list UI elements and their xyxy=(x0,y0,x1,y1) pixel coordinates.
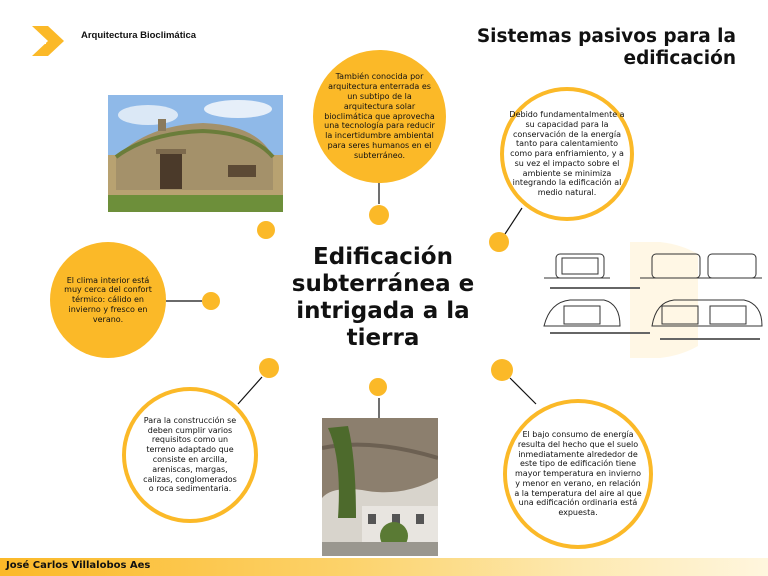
connector-dot xyxy=(259,358,279,378)
section-diagram-figure xyxy=(540,242,768,358)
page-title: Sistemas pasivos para la edificación xyxy=(476,26,736,69)
definition-node xyxy=(313,50,446,183)
connector-dot xyxy=(257,221,275,239)
connector-dot xyxy=(369,378,387,396)
brand-name: Arquitectura Bioclimática xyxy=(81,30,197,41)
energy-conservation-node xyxy=(500,87,634,221)
low-energy-text: El bajo consumo de energía resulta del hecho que el suelo inmediatamente alrededor de este tipo de edificación tiene mayor temperatura en invierno y menor en verano, en relación a la temperatura del aire al que una edificación ordinaria está expuesta. xyxy=(514,429,642,518)
connector-dot xyxy=(202,292,220,310)
comfort-node xyxy=(50,242,166,358)
earth-house-photo xyxy=(108,95,283,212)
definition-text: También conocida por arquitectura enterrada es un subtipo de la arquitectura solar bioclimática que aprovecha una tecnología para reducir la incertidumbre ambiental para seres humanos en el subterráneo. xyxy=(324,72,435,160)
footer-bar xyxy=(0,558,768,576)
connector-dot xyxy=(491,359,513,381)
requirements-text: Para la construcción se deben cumplir varios requisitos como un terreno adaptado que consiste en arcilla, areniscas, margas, calizas, conglomerados o roca sedimentaria. xyxy=(143,415,237,494)
comfort-text: El clima interior está muy cerca del confort térmico: cálido en invierno y fresco en verano. xyxy=(64,275,152,324)
low-energy-node xyxy=(503,399,653,549)
author-name: José Carlos Villalobos Aes xyxy=(6,560,151,571)
energy-conservation-text: Debido fundamentalmente a su capacidad para la conservación de la energía tanto para calentamiento como para enfriamiento, y a su vez el impacto sobre el ambiente se minimiza integrando la edificación al medio natural. xyxy=(509,109,625,198)
requirements-node xyxy=(122,387,258,523)
central-topic-title: Edificación subterránea e intrigada a la tierra xyxy=(291,244,475,351)
connector-dot xyxy=(369,205,389,225)
rock-houses-photo xyxy=(322,418,438,556)
